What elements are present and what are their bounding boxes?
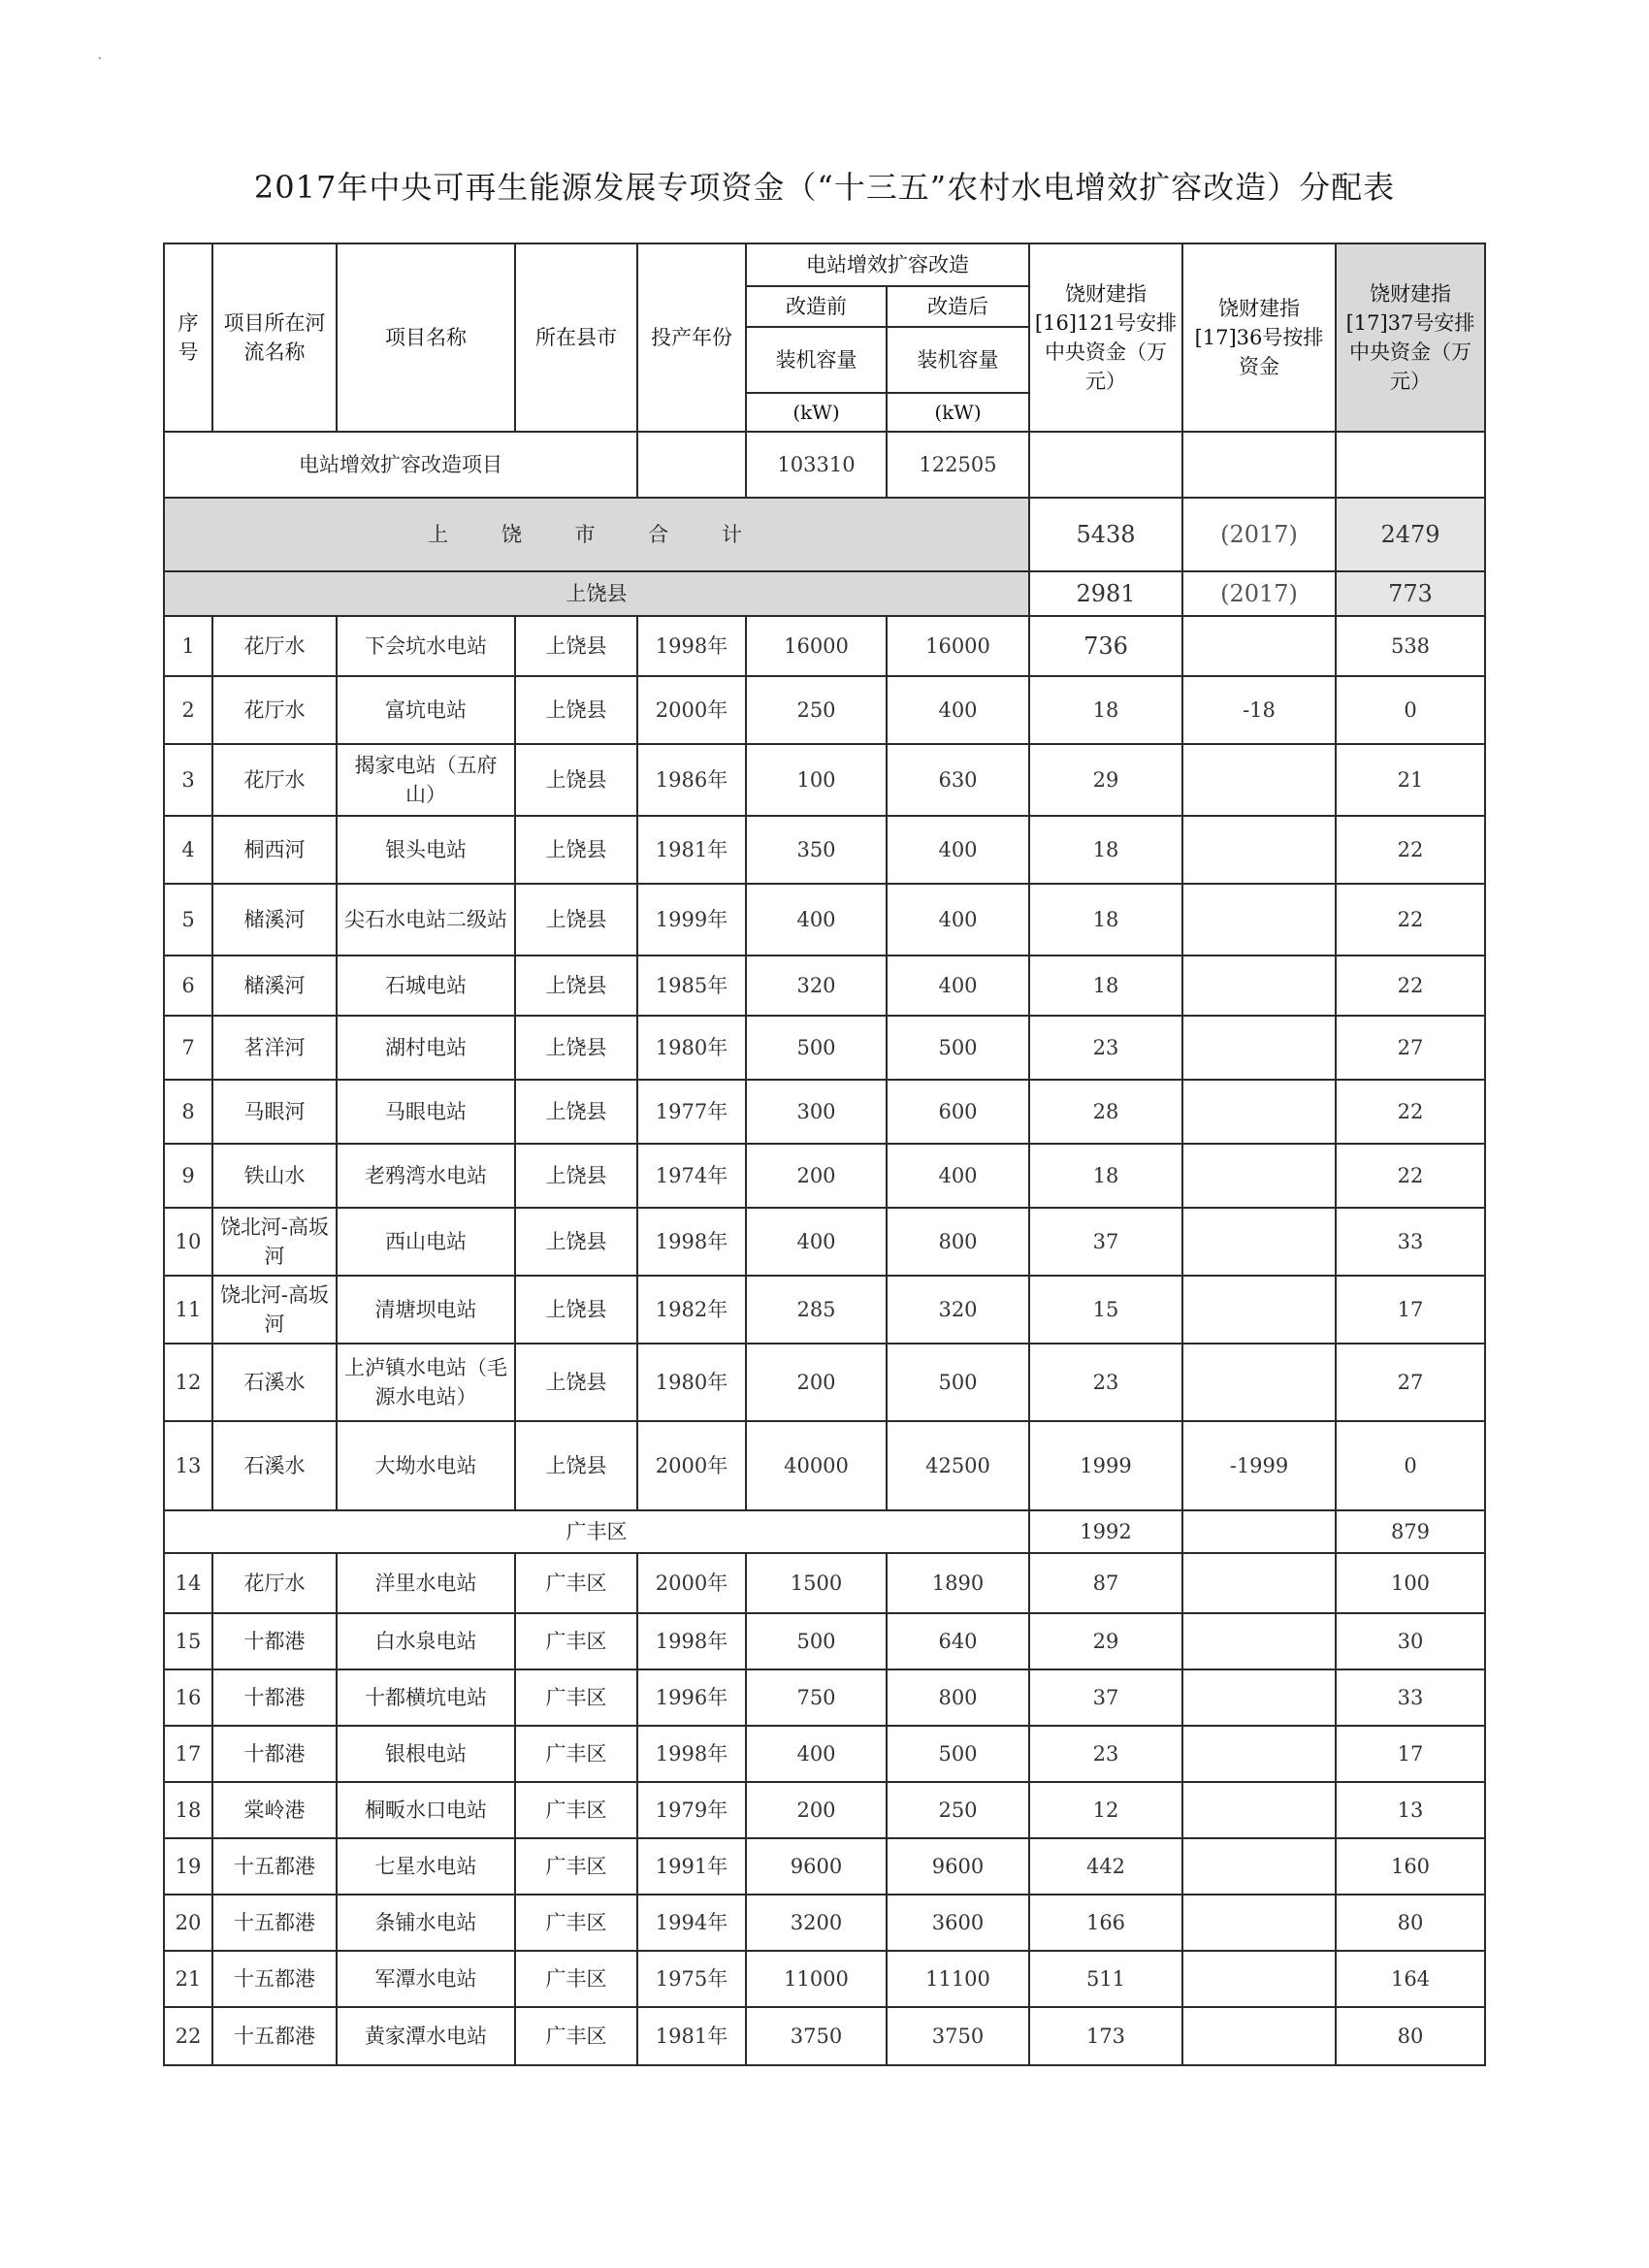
cell-county: 广丰区 — [515, 1895, 637, 1951]
cell-before: 320 — [746, 956, 887, 1016]
cell-fund-16: 37 — [1029, 1669, 1182, 1726]
cell-after: 9600 — [887, 1838, 1029, 1895]
cell-seq: 22 — [164, 2007, 212, 2065]
cell-county: 上饶县 — [515, 1016, 637, 1080]
cell-before: 400 — [746, 1726, 887, 1782]
cell-fund-16: 442 — [1029, 1838, 1182, 1895]
cell-before: 9600 — [746, 1838, 887, 1895]
table-row — [164, 1016, 1485, 1080]
cell-fund-16: 511 — [1029, 1951, 1182, 2007]
cell-seq: 7 — [164, 1016, 212, 1080]
cell-fund-17-37: 22 — [1336, 956, 1485, 1016]
cell-river: 槠溪河 — [212, 884, 337, 956]
cell-fund-17-37: 0 — [1336, 1421, 1485, 1510]
col-group-header: 电站增效扩容改造 — [746, 243, 1029, 286]
cell-county: 广丰区 — [515, 1838, 637, 1895]
table-row — [164, 956, 1485, 1016]
cell-fund-16: 1999 — [1029, 1421, 1182, 1510]
cell-river: 十五都港 — [212, 2007, 337, 2065]
table-row — [164, 1553, 1485, 1613]
cell-fund-17-37: 80 — [1336, 2007, 1485, 2065]
cell-name: 下会坑水电站 — [337, 616, 515, 676]
cell-river: 花厅水 — [212, 616, 337, 676]
table-row — [164, 884, 1485, 956]
cell-name: 揭家电站（五府山） — [337, 744, 515, 816]
cell-after: 400 — [887, 676, 1029, 744]
cell-river: 铁山水 — [212, 1144, 337, 1208]
cell-fund-16: 736 — [1029, 616, 1182, 676]
cell-name: 条铺水电站 — [337, 1895, 515, 1951]
cell-river: 马眼河 — [212, 1080, 337, 1144]
cell-fund-16: 18 — [1029, 676, 1182, 744]
cell-river: 花厅水 — [212, 744, 337, 816]
col-unit-before-header: (kW) — [746, 393, 887, 432]
cell-fund-17-36 — [1182, 1782, 1336, 1838]
summary-after: 122505 — [887, 432, 1029, 498]
cell-year: 1975年 — [637, 1951, 746, 2007]
cell-fund-17-36 — [1182, 816, 1336, 884]
col-unit-after-header: (kW) — [887, 393, 1029, 432]
cell-river: 花厅水 — [212, 1553, 337, 1613]
cell-fund-16: 18 — [1029, 956, 1182, 1016]
county-subtotal-fund1737: 879 — [1336, 1510, 1485, 1553]
col-seq-header: 序号 — [164, 243, 212, 432]
table-row — [164, 1782, 1485, 1838]
cell-river: 十五都港 — [212, 1895, 337, 1951]
cell-fund-17-36 — [1182, 1553, 1336, 1613]
cell-river: 石溪水 — [212, 1344, 337, 1421]
cell-year: 1998年 — [637, 1726, 746, 1782]
cell-fund-16: 29 — [1029, 744, 1182, 816]
cell-after: 11100 — [887, 1951, 1029, 2007]
cell-year: 2000年 — [637, 1553, 746, 1613]
table-row — [164, 1344, 1485, 1421]
cell-seq: 18 — [164, 1782, 212, 1838]
table-row — [164, 2007, 1485, 2065]
table-row — [164, 1838, 1485, 1895]
col-county-header: 所在县市 — [515, 243, 637, 432]
col-name-header: 项目名称 — [337, 243, 515, 432]
table-row — [164, 1613, 1485, 1669]
cell-fund-16: 15 — [1029, 1276, 1182, 1344]
cell-year: 1980年 — [637, 1016, 746, 1080]
cell-seq: 14 — [164, 1553, 212, 1613]
cell-fund-17-36: -18 — [1182, 676, 1336, 744]
table-row — [164, 1669, 1485, 1726]
county-subtotal-fund16: 2981 — [1029, 571, 1182, 616]
col-capacity-after-header: 装机容量 — [887, 327, 1029, 393]
cell-fund-17-37: 80 — [1336, 1895, 1485, 1951]
cell-after: 640 — [887, 1613, 1029, 1669]
cell-before: 285 — [746, 1276, 887, 1344]
cell-fund-17-37: 22 — [1336, 816, 1485, 884]
cell-year: 1998年 — [637, 1613, 746, 1669]
table-row — [164, 1144, 1485, 1208]
cell-seq: 6 — [164, 956, 212, 1016]
cell-fund-17-36 — [1182, 1208, 1336, 1276]
cell-name: 七星水电站 — [337, 1838, 515, 1895]
cell-seq: 21 — [164, 1951, 212, 2007]
page-title: 2017年中央可再生能源发展专项资金（“十三五”农村水电增效扩容改造）分配表 — [253, 169, 1396, 206]
cell-fund-17-37: 27 — [1336, 1344, 1485, 1421]
col-fund16-header: 饶财建指[16]121号安排中央资金（万元） — [1029, 243, 1182, 432]
cell-fund-17-37: 22 — [1336, 1080, 1485, 1144]
cell-year: 1999年 — [637, 884, 746, 956]
cell-seq: 9 — [164, 1144, 212, 1208]
cell-fund-17-36 — [1182, 884, 1336, 956]
cell-year: 2000年 — [637, 676, 746, 744]
cell-fund-17-37: 22 — [1336, 884, 1485, 956]
cell-fund-17-36 — [1182, 1080, 1336, 1144]
cell-fund-16: 18 — [1029, 1144, 1182, 1208]
county-subtotal-label: 广丰区 — [164, 1510, 1029, 1553]
cell-name: 军潭水电站 — [337, 1951, 515, 2007]
cell-seq: 1 — [164, 616, 212, 676]
cell-before: 200 — [746, 1344, 887, 1421]
cell-before: 400 — [746, 884, 887, 956]
cell-county: 上饶县 — [515, 956, 637, 1016]
cell-year: 2000年 — [637, 1421, 746, 1510]
cell-name: 清塘坝电站 — [337, 1276, 515, 1344]
cell-fund-17-37: 27 — [1336, 1016, 1485, 1080]
cell-seq: 17 — [164, 1726, 212, 1782]
cell-name: 银头电站 — [337, 816, 515, 884]
cell-before: 3750 — [746, 2007, 887, 2065]
cell-river: 石溪水 — [212, 1421, 337, 1510]
cell-county: 广丰区 — [515, 1951, 637, 2007]
cell-before: 100 — [746, 744, 887, 816]
cell-after: 500 — [887, 1726, 1029, 1782]
cell-fund-17-36 — [1182, 1144, 1336, 1208]
cell-name: 黄家潭水电站 — [337, 2007, 515, 2065]
cell-seq: 5 — [164, 884, 212, 956]
summary-fund1737 — [1336, 432, 1485, 498]
cell-name: 上泸镇水电站（毛源水电站） — [337, 1344, 515, 1421]
cell-seq: 3 — [164, 744, 212, 816]
cell-county: 上饶县 — [515, 1344, 637, 1421]
cell-county: 上饶县 — [515, 616, 637, 676]
allocation-table — [163, 243, 1486, 2066]
cell-county: 上饶县 — [515, 1080, 637, 1144]
cell-fund-17-37: 164 — [1336, 1951, 1485, 2007]
cell-before: 200 — [746, 1144, 887, 1208]
cell-name: 洋里水电站 — [337, 1553, 515, 1613]
cell-after: 320 — [887, 1276, 1029, 1344]
cell-seq: 4 — [164, 816, 212, 884]
cell-river: 十都港 — [212, 1726, 337, 1782]
cell-after: 630 — [887, 744, 1029, 816]
cell-fund-17-37: 17 — [1336, 1726, 1485, 1782]
city-total-fund16: 5438 — [1029, 498, 1182, 571]
cell-fund-17-36 — [1182, 1726, 1336, 1782]
cell-before: 1500 — [746, 1553, 887, 1613]
cell-fund-16: 87 — [1029, 1553, 1182, 1613]
cell-year: 1998年 — [637, 616, 746, 676]
cell-fund-17-36 — [1182, 1344, 1336, 1421]
cell-fund-16: 23 — [1029, 1016, 1182, 1080]
cell-county: 上饶县 — [515, 744, 637, 816]
cell-fund-17-36 — [1182, 1669, 1336, 1726]
cell-after: 800 — [887, 1208, 1029, 1276]
cell-year: 1979年 — [637, 1782, 746, 1838]
cell-fund-17-36 — [1182, 1016, 1336, 1080]
cell-before: 3200 — [746, 1895, 887, 1951]
cell-after: 800 — [887, 1669, 1029, 1726]
cell-fund-17-37: 33 — [1336, 1669, 1485, 1726]
cell-name: 白水泉电站 — [337, 1613, 515, 1669]
scan-speck: · — [97, 49, 103, 69]
cell-seq: 13 — [164, 1421, 212, 1510]
cell-after: 250 — [887, 1782, 1029, 1838]
cell-before: 500 — [746, 1613, 887, 1669]
city-total-fund1736: (2017) — [1182, 498, 1336, 571]
cell-before: 500 — [746, 1016, 887, 1080]
cell-fund-17-36 — [1182, 1838, 1336, 1895]
cell-after: 400 — [887, 1144, 1029, 1208]
table-row — [164, 816, 1485, 884]
cell-river: 花厅水 — [212, 676, 337, 744]
table-row — [164, 1951, 1485, 2007]
cell-fund-17-37: 0 — [1336, 676, 1485, 744]
cell-year: 1998年 — [637, 1208, 746, 1276]
cell-year: 1994年 — [637, 1895, 746, 1951]
cell-after: 3600 — [887, 1895, 1029, 1951]
summary-label: 电站增效扩容改造项目 — [164, 432, 637, 498]
cell-year: 1974年 — [637, 1144, 746, 1208]
col-capacity-before-header: 装机容量 — [746, 327, 887, 393]
county-subtotal-fund1736 — [1182, 1510, 1336, 1553]
cell-fund-17-37: 17 — [1336, 1276, 1485, 1344]
col-fund1736-header: 饶财建指[17]36号按排资金 — [1182, 243, 1336, 432]
cell-name: 十都横坑电站 — [337, 1669, 515, 1726]
cell-fund-16: 173 — [1029, 2007, 1182, 2065]
cell-river: 十五都港 — [212, 1951, 337, 2007]
cell-year: 1981年 — [637, 2007, 746, 2065]
cell-fund-17-37: 13 — [1336, 1782, 1485, 1838]
cell-after: 42500 — [887, 1421, 1029, 1510]
cell-county: 上饶县 — [515, 1208, 637, 1276]
table-row — [164, 1895, 1485, 1951]
table-row — [164, 1421, 1485, 1510]
county-subtotal-label: 上饶县 — [164, 571, 1029, 616]
cell-before: 400 — [746, 1208, 887, 1276]
cell-seq: 2 — [164, 676, 212, 744]
cell-name: 桐畈水口电站 — [337, 1782, 515, 1838]
cell-name: 富坑电站 — [337, 676, 515, 744]
cell-fund-16: 18 — [1029, 816, 1182, 884]
cell-county: 广丰区 — [515, 1782, 637, 1838]
cell-after: 400 — [887, 816, 1029, 884]
cell-before: 16000 — [746, 616, 887, 676]
col-before-header: 改造前 — [746, 286, 887, 327]
cell-fund-17-37: 100 — [1336, 1553, 1485, 1613]
cell-name: 马眼电站 — [337, 1080, 515, 1144]
cell-fund-17-37: 538 — [1336, 616, 1485, 676]
cell-after: 500 — [887, 1016, 1029, 1080]
cell-fund-17-37: 22 — [1336, 1144, 1485, 1208]
cell-before: 750 — [746, 1669, 887, 1726]
cell-fund-17-37: 33 — [1336, 1208, 1485, 1276]
cell-name: 石城电站 — [337, 956, 515, 1016]
cell-fund-17-36 — [1182, 1951, 1336, 2007]
county-subtotal-fund1736: (2017) — [1182, 571, 1336, 616]
cell-river: 茗洋河 — [212, 1016, 337, 1080]
cell-year: 1991年 — [637, 1838, 746, 1895]
cell-county: 广丰区 — [515, 2007, 637, 2065]
cell-year: 1981年 — [637, 816, 746, 884]
cell-year: 1986年 — [637, 744, 746, 816]
cell-seq: 15 — [164, 1613, 212, 1669]
county-subtotal-row — [164, 571, 1485, 616]
cell-river: 饶北河-高坂河 — [212, 1208, 337, 1276]
cell-county: 广丰区 — [515, 1669, 637, 1726]
cell-after: 600 — [887, 1080, 1029, 1144]
cell-county: 上饶县 — [515, 1421, 637, 1510]
cell-before: 350 — [746, 816, 887, 884]
cell-seq: 19 — [164, 1838, 212, 1895]
cell-seq: 10 — [164, 1208, 212, 1276]
cell-after: 3750 — [887, 2007, 1029, 2065]
cell-county: 上饶县 — [515, 1144, 637, 1208]
cell-before: 200 — [746, 1782, 887, 1838]
cell-river: 棠岭港 — [212, 1782, 337, 1838]
cell-before: 250 — [746, 676, 887, 744]
table-row — [164, 616, 1485, 676]
summary-before: 103310 — [746, 432, 887, 498]
cell-name: 湖村电站 — [337, 1016, 515, 1080]
county-subtotal-fund16: 1992 — [1029, 1510, 1182, 1553]
cell-fund-17-36 — [1182, 616, 1336, 676]
cell-name: 尖石水电站二级站 — [337, 884, 515, 956]
cell-fund-17-36 — [1182, 2007, 1336, 2065]
cell-river: 十五都港 — [212, 1838, 337, 1895]
cell-river: 十都港 — [212, 1613, 337, 1669]
summary-fund1736 — [1182, 432, 1336, 498]
cell-after: 400 — [887, 956, 1029, 1016]
cell-after: 500 — [887, 1344, 1029, 1421]
col-year-header: 投产年份 — [637, 243, 746, 432]
city-total-row — [164, 498, 1485, 571]
cell-county: 广丰区 — [515, 1613, 637, 1669]
city-total-fund1737: 2479 — [1336, 498, 1485, 571]
cell-after: 1890 — [887, 1553, 1029, 1613]
cell-seq: 12 — [164, 1344, 212, 1421]
cell-name: 西山电站 — [337, 1208, 515, 1276]
cell-county: 广丰区 — [515, 1726, 637, 1782]
cell-county: 上饶县 — [515, 676, 637, 744]
cell-year: 1985年 — [637, 956, 746, 1016]
cell-name: 老鸦湾水电站 — [337, 1144, 515, 1208]
cell-fund-17-37: 160 — [1336, 1838, 1485, 1895]
col-river-header: 项目所在河流名称 — [212, 243, 337, 432]
cell-river: 十都港 — [212, 1669, 337, 1726]
cell-year: 1982年 — [637, 1276, 746, 1344]
cell-river: 桐西河 — [212, 816, 337, 884]
cell-seq: 8 — [164, 1080, 212, 1144]
cell-seq: 11 — [164, 1276, 212, 1344]
cell-year: 1977年 — [637, 1080, 746, 1144]
cell-name: 银根电站 — [337, 1726, 515, 1782]
cell-before: 40000 — [746, 1421, 887, 1510]
table-row — [164, 1276, 1485, 1344]
col-after-header: 改造后 — [887, 286, 1029, 327]
cell-fund-17-37: 21 — [1336, 744, 1485, 816]
cell-before: 300 — [746, 1080, 887, 1144]
city-total-label: 上 饶 市 合 计 — [164, 498, 1029, 571]
cell-before: 11000 — [746, 1951, 887, 2007]
cell-fund-16: 18 — [1029, 884, 1182, 956]
summary-row — [164, 432, 1485, 498]
county2-rows — [164, 1553, 1485, 2065]
cell-fund-16: 12 — [1029, 1782, 1182, 1838]
cell-fund-17-36 — [1182, 1895, 1336, 1951]
table-row — [164, 676, 1485, 744]
cell-fund-17-36 — [1182, 744, 1336, 816]
cell-fund-17-36: -1999 — [1182, 1421, 1336, 1510]
county-subtotal-fund1737: 773 — [1336, 571, 1485, 616]
cell-fund-17-37: 30 — [1336, 1613, 1485, 1669]
cell-fund-17-36 — [1182, 956, 1336, 1016]
cell-fund-16: 28 — [1029, 1080, 1182, 1144]
cell-county: 广丰区 — [515, 1553, 637, 1613]
cell-county: 上饶县 — [515, 884, 637, 956]
table-row — [164, 744, 1485, 816]
cell-name: 大坳水电站 — [337, 1421, 515, 1510]
cell-fund-16: 29 — [1029, 1613, 1182, 1669]
cell-seq: 16 — [164, 1669, 212, 1726]
cell-fund-16: 37 — [1029, 1208, 1182, 1276]
summary-fund16 — [1029, 432, 1182, 498]
cell-seq: 20 — [164, 1895, 212, 1951]
cell-after: 16000 — [887, 616, 1029, 676]
county-subtotal-row — [164, 1510, 1485, 1553]
cell-river: 饶北河-高坂河 — [212, 1276, 337, 1344]
cell-year: 1996年 — [637, 1669, 746, 1726]
cell-year: 1980年 — [637, 1344, 746, 1421]
summary-year — [637, 432, 746, 498]
cell-fund-16: 23 — [1029, 1726, 1182, 1782]
cell-fund-16: 23 — [1029, 1344, 1182, 1421]
cell-fund-17-36 — [1182, 1613, 1336, 1669]
cell-county: 上饶县 — [515, 1276, 637, 1344]
col-fund1737-header: 饶财建指[17]37号安排中央资金（万元） — [1336, 243, 1485, 432]
header-row-1 — [164, 243, 1485, 286]
county1-rows — [164, 616, 1485, 1510]
cell-fund-17-36 — [1182, 1276, 1336, 1344]
cell-after: 400 — [887, 884, 1029, 956]
cell-river: 槠溪河 — [212, 956, 337, 1016]
cell-county: 上饶县 — [515, 816, 637, 884]
cell-fund-16: 166 — [1029, 1895, 1182, 1951]
table-row — [164, 1080, 1485, 1144]
table-row — [164, 1208, 1485, 1276]
table-row — [164, 1726, 1485, 1782]
